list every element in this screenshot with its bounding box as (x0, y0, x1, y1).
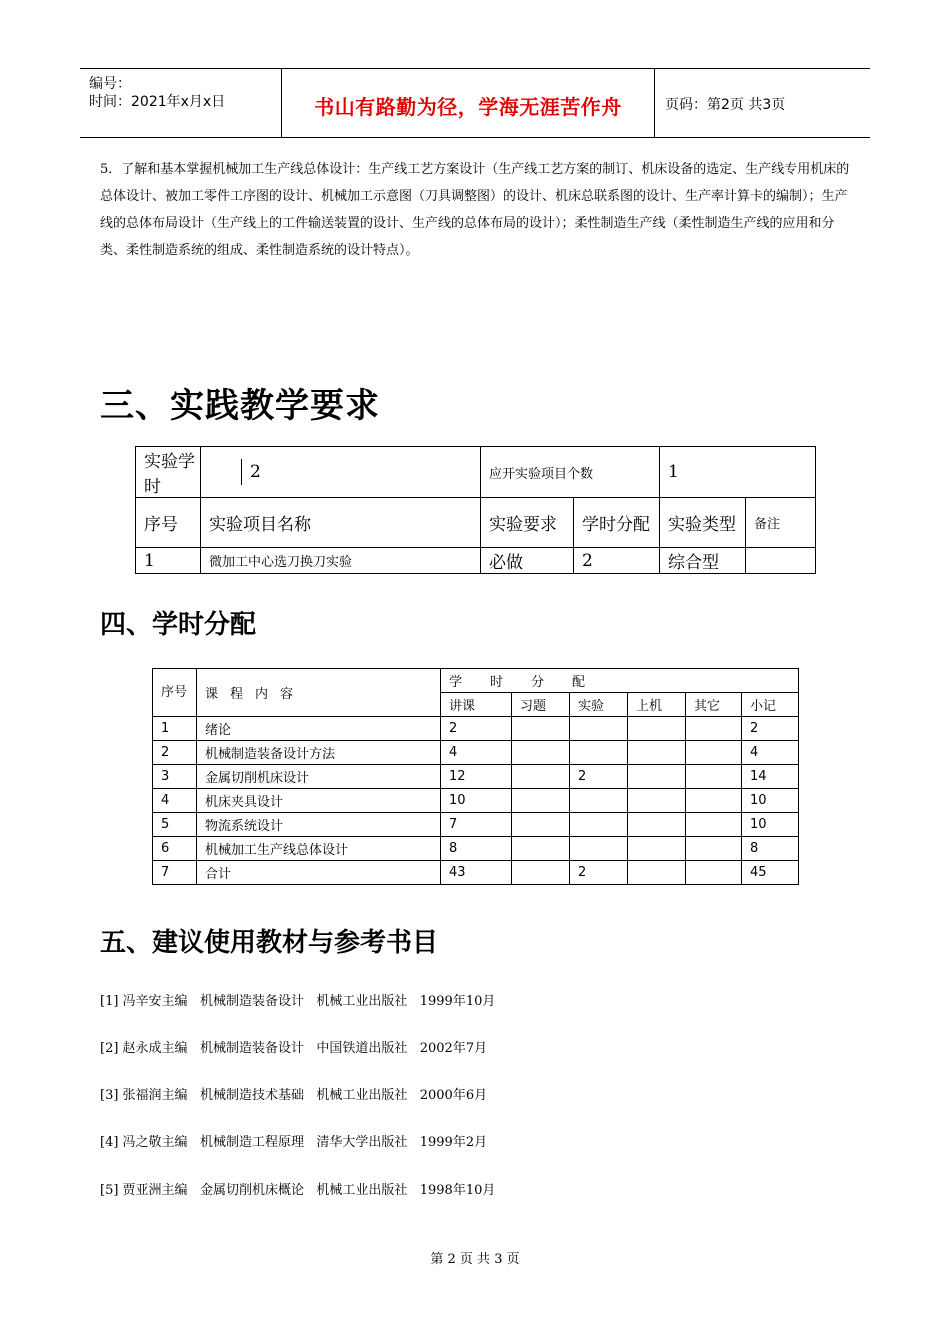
row-type: 综合型 (660, 548, 746, 574)
table-cell (512, 789, 570, 813)
lab-count-label: 应开实验项目个数 (481, 447, 660, 498)
course-content-cell: 合计 (197, 861, 441, 885)
table-cell (570, 741, 628, 765)
course-content-cell: 金属切削机床设计 (197, 765, 441, 789)
header-motto-cell (282, 69, 655, 137)
table-cell (570, 789, 628, 813)
table-cell (686, 741, 742, 765)
table-cell: 7 (153, 861, 197, 885)
reference-text: [4] 冯之敬主编 机械制造工程原理 清华大学出版社 1999年2月 (100, 1135, 488, 1150)
course-content-cell: 机床夹具设计 (197, 789, 441, 813)
table-cell (512, 861, 570, 885)
header-hours-allocation: 学时分配 (441, 669, 799, 693)
table-cell: 2 (441, 717, 512, 741)
col-header-project-name: 实验项目名称 (201, 498, 481, 548)
table-cell (570, 837, 628, 861)
table-cell: 4 (153, 789, 197, 813)
row-hours: 2 (574, 548, 660, 574)
row-project-name: 微加工中心选刀换刀实验 (201, 548, 481, 574)
table-cell: 8 (742, 837, 799, 861)
table-row (153, 813, 799, 837)
table-cell (686, 837, 742, 861)
lab-hours-value (201, 447, 481, 498)
table-cell: 2 (742, 717, 799, 741)
lab-count-value: 1 (660, 447, 816, 498)
course-content-cell: 机械制造装备设计方法 (197, 741, 441, 765)
table-cell (512, 765, 570, 789)
hours-allocation-table (152, 668, 799, 885)
table-cell: 6 (153, 837, 197, 861)
table-cell (512, 717, 570, 741)
reference-item (100, 1084, 487, 1103)
reference-text: [1] 冯辛安主编 机械制造装备设计 机械工业出版社 1999年10月 (100, 994, 496, 1009)
row-remark (746, 548, 816, 574)
header-seq: 序号 (153, 669, 197, 717)
lab-hours-label: 实验学时 (136, 447, 201, 498)
table-cell (628, 837, 686, 861)
table-cell: 10 (441, 789, 512, 813)
subheader-other: 其它 (686, 693, 742, 717)
reference-text: [3] 张福润主编 机械制造技术基础 机械工业出版社 2000年6月 (100, 1088, 488, 1103)
col-header-remark: 备注 (746, 498, 816, 548)
table-cell (628, 765, 686, 789)
table-cell (628, 789, 686, 813)
table-row (153, 861, 799, 885)
header-course-content: 课程内容 (197, 669, 441, 717)
reference-text: [2] 赵永成主编 机械制造装备设计 中国铁道出版社 2002年7月 (100, 1041, 488, 1056)
table-cell (686, 813, 742, 837)
header-info-cell (80, 69, 282, 137)
course-content-cell: 机械加工生产线总体设计 (197, 837, 441, 861)
table-cell: 8 (441, 837, 512, 861)
table-cell: 5 (153, 813, 197, 837)
table-cell (512, 741, 570, 765)
section-3-heading: 三、实践教学要求 (100, 386, 380, 426)
col-header-seq: 序号 (136, 498, 201, 548)
col-header-type: 实验类型 (660, 498, 746, 548)
table-cell (628, 741, 686, 765)
table-cell (686, 765, 742, 789)
table-row (153, 741, 799, 765)
table-cell: 2 (570, 861, 628, 885)
section-5-heading: 五、建议使用教材与参考书目 (100, 928, 439, 958)
table-cell (570, 813, 628, 837)
table-cell: 4 (441, 741, 512, 765)
table-cell (628, 813, 686, 837)
col-header-requirement: 实验要求 (481, 498, 574, 548)
subheader-subtotal: 小记 (742, 693, 799, 717)
row-seq: 1 (136, 548, 201, 574)
table-cell (686, 789, 742, 813)
section-4-heading: 四、学时分配 (100, 610, 257, 640)
course-content-cell: 物流系统设计 (197, 813, 441, 837)
body-paragraph: 5．了解和基本掌握机械加工生产线总体设计：生产线工艺方案设计（生产线工艺方案的制订、机床设备的选定、生产线专用机床的总体设计、被加工零件工序图的设计、机械加工示意图（刀具调整图）的设计、机床总联系图的设计、生产率计算卡的编制）；生产线的总体布局设计（生产线上的工件输送装置的设计、生产线的总体布局的设计）；柔性制造生产线（柔性制造生产线的应用和分类、柔性制造系统的组成、柔性制造系统的设计特点）。 (100, 162, 850, 258)
reference-item (100, 990, 495, 1009)
table-row (153, 765, 799, 789)
practice-table (135, 446, 816, 574)
table-row (153, 837, 799, 861)
table-row (153, 789, 799, 813)
table-row (153, 717, 799, 741)
subheader-computer: 上机 (628, 693, 686, 717)
doc-number-label: 编号： (89, 76, 131, 92)
table-cell (628, 717, 686, 741)
table-cell: 12 (441, 765, 512, 789)
subheader-experiment: 实验 (570, 693, 628, 717)
table-cell (628, 861, 686, 885)
table-cell: 10 (742, 813, 799, 837)
subheader-exercise: 习题 (512, 693, 570, 717)
page-footer: 第 2 页 共 3 页 (430, 1252, 520, 1267)
page-header (80, 68, 870, 138)
subheader-lecture: 讲课 (441, 693, 512, 717)
table-cell: 45 (742, 861, 799, 885)
reference-text: [5] 贾亚洲主编 金属切削机床概论 机械工业出版社 1998年10月 (100, 1183, 496, 1198)
table-cell (686, 717, 742, 741)
table-cell: 14 (742, 765, 799, 789)
table-cell: 1 (153, 717, 197, 741)
table-cell (686, 861, 742, 885)
table-cell: 2 (570, 765, 628, 789)
reference-item (100, 1037, 487, 1056)
header-page-cell (655, 69, 870, 137)
doc-time-label: 时间：2021年x月x日 (89, 94, 226, 110)
header-motto: 书山有路勤为径，学海无涯苦作舟 (314, 95, 622, 119)
table-cell: 4 (742, 741, 799, 765)
table-cell: 3 (153, 765, 197, 789)
table-cell: 7 (441, 813, 512, 837)
table-cell (512, 837, 570, 861)
table-cell (512, 813, 570, 837)
reference-item (100, 1179, 495, 1198)
table-cell: 2 (153, 741, 197, 765)
reference-item (100, 1131, 487, 1150)
table-cell: 10 (742, 789, 799, 813)
col-header-hours: 学时分配 (574, 498, 660, 548)
lab-hours-number: 2 (241, 459, 261, 485)
table-cell (570, 717, 628, 741)
row-requirement: 必做 (481, 548, 574, 574)
course-content-cell: 绪论 (197, 717, 441, 741)
table-cell: 43 (441, 861, 512, 885)
header-page-number: 页码：第2页 共3页 (665, 97, 786, 113)
